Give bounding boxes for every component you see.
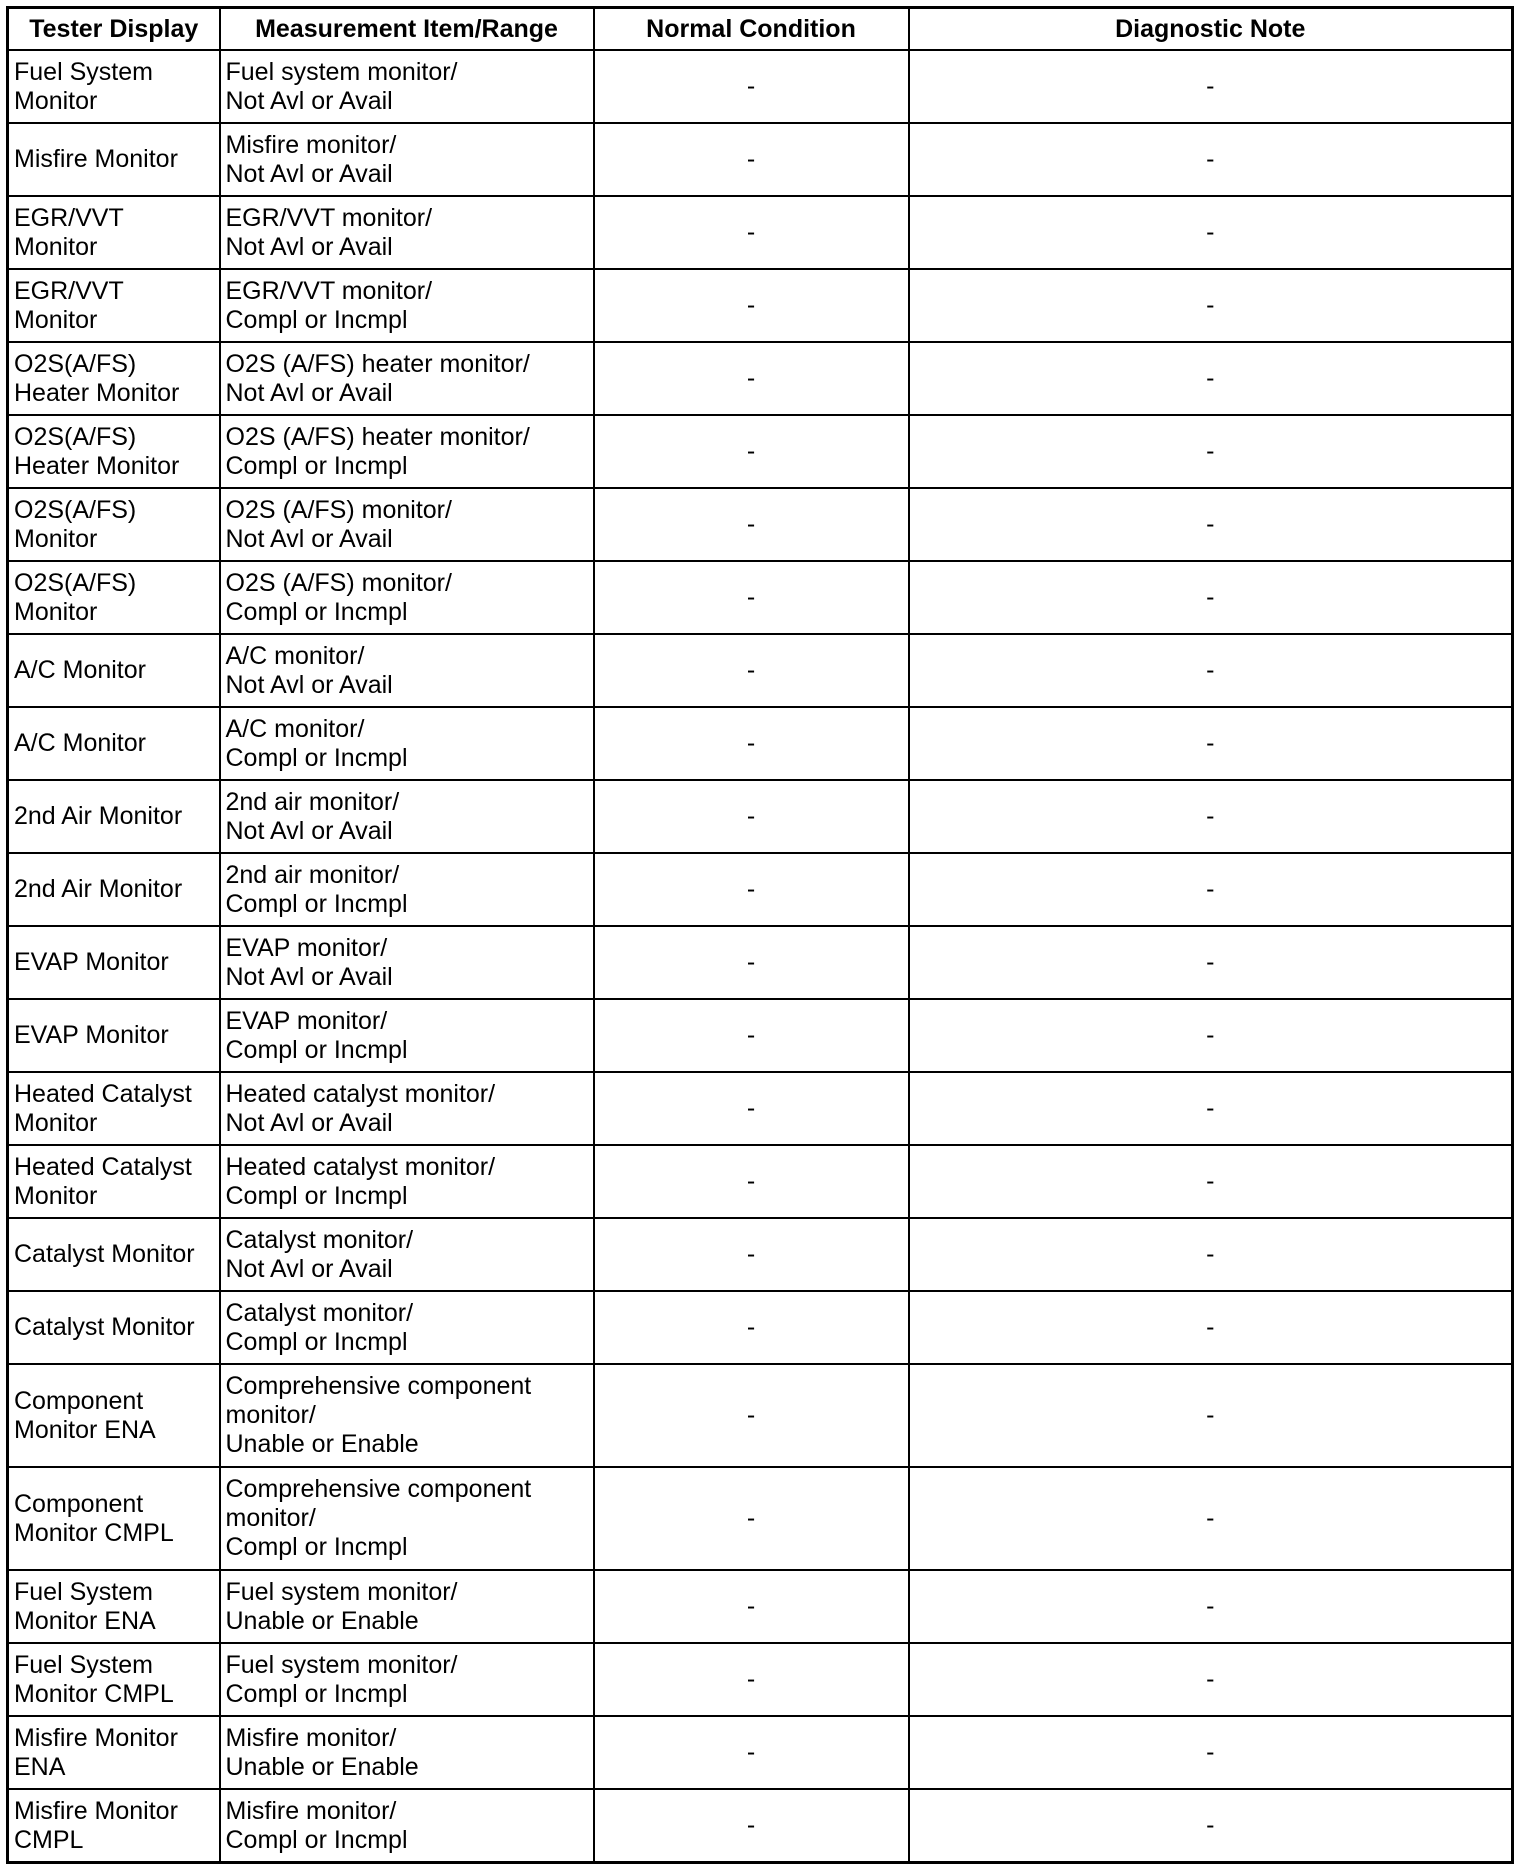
diagnostic-note-cell: -: [909, 1072, 1513, 1145]
normal-condition-cell: -: [594, 1291, 909, 1364]
diagnostic-note-cell: -: [909, 1716, 1513, 1789]
diagnostic-note-cell: -: [909, 1291, 1513, 1364]
diagnostic-note-cell: -: [909, 196, 1513, 269]
table-row: [8, 1291, 1513, 1364]
measurement-item-cell: Heated catalyst monitor/ Compl or Incmpl: [220, 1145, 594, 1218]
normal-condition-cell: -: [594, 415, 909, 488]
measurement-item-cell: Catalyst monitor/ Compl or Incmpl: [220, 1291, 594, 1364]
diagnostic-note-cell: -: [909, 780, 1513, 853]
normal-condition-cell: -: [594, 1570, 909, 1643]
table-row: [8, 269, 1513, 342]
table-row: [8, 1364, 1513, 1467]
table-row: [8, 1145, 1513, 1218]
tester-display-cell: O2S(A/FS) Heater Monitor: [8, 415, 220, 488]
tester-display-cell: 2nd Air Monitor: [8, 780, 220, 853]
measurement-item-cell: Fuel system monitor/ Compl or Incmpl: [220, 1643, 594, 1716]
measurement-item-cell: Catalyst monitor/ Not Avl or Avail: [220, 1218, 594, 1291]
measurement-item-cell: Comprehensive component monitor/ Compl or Incmpl: [220, 1467, 594, 1570]
measurement-item-cell: Heated catalyst monitor/ Not Avl or Avail: [220, 1072, 594, 1145]
measurement-item-cell: Misfire monitor/ Not Avl or Avail: [220, 123, 594, 196]
table-row: [8, 342, 1513, 415]
diagnostic-note-cell: -: [909, 1789, 1513, 1863]
diagnostic-note-cell: -: [909, 853, 1513, 926]
header-tester-display: Tester Display: [8, 8, 220, 51]
tester-display-cell: Fuel System Monitor ENA: [8, 1570, 220, 1643]
table-row: [8, 561, 1513, 634]
table-body: [8, 50, 1513, 1863]
table-row: [8, 634, 1513, 707]
tester-display-cell: Catalyst Monitor: [8, 1291, 220, 1364]
normal-condition-cell: -: [594, 196, 909, 269]
normal-condition-cell: -: [594, 488, 909, 561]
table-row: [8, 488, 1513, 561]
normal-condition-cell: -: [594, 853, 909, 926]
tester-display-cell: EVAP Monitor: [8, 999, 220, 1072]
table-row: [8, 999, 1513, 1072]
normal-condition-cell: -: [594, 269, 909, 342]
normal-condition-cell: -: [594, 1364, 909, 1467]
measurement-item-cell: Misfire monitor/ Compl or Incmpl: [220, 1789, 594, 1863]
tester-display-cell: Heated Catalyst Monitor: [8, 1072, 220, 1145]
normal-condition-cell: -: [594, 1145, 909, 1218]
normal-condition-cell: -: [594, 1218, 909, 1291]
normal-condition-cell: -: [594, 561, 909, 634]
diagnostic-note-cell: -: [909, 1467, 1513, 1570]
table-row: [8, 50, 1513, 123]
diagnostic-note-cell: -: [909, 926, 1513, 999]
table-row: [8, 123, 1513, 196]
header-diagnostic-note: Diagnostic Note: [909, 8, 1513, 51]
tester-display-cell: Misfire Monitor CMPL: [8, 1789, 220, 1863]
table-row: [8, 1467, 1513, 1570]
diagnostic-note-cell: -: [909, 1570, 1513, 1643]
normal-condition-cell: -: [594, 342, 909, 415]
table-row: [8, 1072, 1513, 1145]
diagnostic-note-cell: -: [909, 342, 1513, 415]
measurement-item-cell: O2S (A/FS) heater monitor/ Not Avl or Avail: [220, 342, 594, 415]
tester-display-cell: Misfire Monitor: [8, 123, 220, 196]
normal-condition-cell: -: [594, 634, 909, 707]
diagnostic-note-cell: -: [909, 999, 1513, 1072]
diagnostic-note-cell: -: [909, 1364, 1513, 1467]
table-row: [8, 1716, 1513, 1789]
measurement-item-cell: A/C monitor/ Compl or Incmpl: [220, 707, 594, 780]
table-row: [8, 1643, 1513, 1716]
monitor-status-table: [6, 6, 1514, 1864]
table-row: [8, 853, 1513, 926]
tester-display-cell: Misfire Monitor ENA: [8, 1716, 220, 1789]
table-row: [8, 780, 1513, 853]
tester-display-cell: 2nd Air Monitor: [8, 853, 220, 926]
diagnostic-note-cell: -: [909, 123, 1513, 196]
measurement-item-cell: Fuel system monitor/ Unable or Enable: [220, 1570, 594, 1643]
tester-display-cell: EGR/VVT Monitor: [8, 196, 220, 269]
table-row: [8, 196, 1513, 269]
normal-condition-cell: -: [594, 926, 909, 999]
normal-condition-cell: -: [594, 1467, 909, 1570]
measurement-item-cell: EVAP monitor/ Compl or Incmpl: [220, 999, 594, 1072]
table-row: [8, 707, 1513, 780]
normal-condition-cell: -: [594, 123, 909, 196]
normal-condition-cell: -: [594, 50, 909, 123]
normal-condition-cell: -: [594, 1789, 909, 1863]
table-row: [8, 926, 1513, 999]
tester-display-cell: A/C Monitor: [8, 707, 220, 780]
tester-display-cell: Heated Catalyst Monitor: [8, 1145, 220, 1218]
table-row: [8, 1218, 1513, 1291]
measurement-item-cell: Fuel system monitor/ Not Avl or Avail: [220, 50, 594, 123]
measurement-item-cell: EVAP monitor/ Not Avl or Avail: [220, 926, 594, 999]
normal-condition-cell: -: [594, 1716, 909, 1789]
measurement-item-cell: EGR/VVT monitor/ Not Avl or Avail: [220, 196, 594, 269]
tester-display-cell: Component Monitor CMPL: [8, 1467, 220, 1570]
normal-condition-cell: -: [594, 707, 909, 780]
tester-display-cell: Fuel System Monitor CMPL: [8, 1643, 220, 1716]
normal-condition-cell: -: [594, 1643, 909, 1716]
tester-display-cell: Component Monitor ENA: [8, 1364, 220, 1467]
diagnostic-note-cell: -: [909, 50, 1513, 123]
measurement-item-cell: O2S (A/FS) heater monitor/ Compl or Incmpl: [220, 415, 594, 488]
diagnostic-note-cell: -: [909, 1145, 1513, 1218]
measurement-item-cell: Comprehensive component monitor/ Unable or Enable: [220, 1364, 594, 1467]
tester-display-cell: Fuel System Monitor: [8, 50, 220, 123]
tester-display-cell: O2S(A/FS) Monitor: [8, 488, 220, 561]
table-header-row: [8, 8, 1513, 51]
tester-display-cell: EGR/VVT Monitor: [8, 269, 220, 342]
normal-condition-cell: -: [594, 1072, 909, 1145]
measurement-item-cell: Misfire monitor/ Unable or Enable: [220, 1716, 594, 1789]
measurement-item-cell: EGR/VVT monitor/ Compl or Incmpl: [220, 269, 594, 342]
document: [6, 6, 1511, 1864]
tester-display-cell: O2S(A/FS) Monitor: [8, 561, 220, 634]
tester-display-cell: Catalyst Monitor: [8, 1218, 220, 1291]
header-measurement-item: Measurement Item/Range: [220, 8, 594, 51]
measurement-item-cell: 2nd air monitor/ Compl or Incmpl: [220, 853, 594, 926]
diagnostic-note-cell: -: [909, 1218, 1513, 1291]
diagnostic-note-cell: -: [909, 634, 1513, 707]
measurement-item-cell: O2S (A/FS) monitor/ Compl or Incmpl: [220, 561, 594, 634]
diagnostic-note-cell: -: [909, 1643, 1513, 1716]
measurement-item-cell: 2nd air monitor/ Not Avl or Avail: [220, 780, 594, 853]
tester-display-cell: A/C Monitor: [8, 634, 220, 707]
diagnostic-note-cell: -: [909, 415, 1513, 488]
measurement-item-cell: A/C monitor/ Not Avl or Avail: [220, 634, 594, 707]
measurement-item-cell: O2S (A/FS) monitor/ Not Avl or Avail: [220, 488, 594, 561]
tester-display-cell: O2S(A/FS) Heater Monitor: [8, 342, 220, 415]
tester-display-cell: EVAP Monitor: [8, 926, 220, 999]
table-row: [8, 415, 1513, 488]
table-row: [8, 1570, 1513, 1643]
diagnostic-note-cell: -: [909, 269, 1513, 342]
diagnostic-note-cell: -: [909, 488, 1513, 561]
normal-condition-cell: -: [594, 999, 909, 1072]
normal-condition-cell: -: [594, 780, 909, 853]
table-row: [8, 1789, 1513, 1863]
diagnostic-note-cell: -: [909, 707, 1513, 780]
header-normal-condition: Normal Condition: [594, 8, 909, 51]
diagnostic-note-cell: -: [909, 561, 1513, 634]
